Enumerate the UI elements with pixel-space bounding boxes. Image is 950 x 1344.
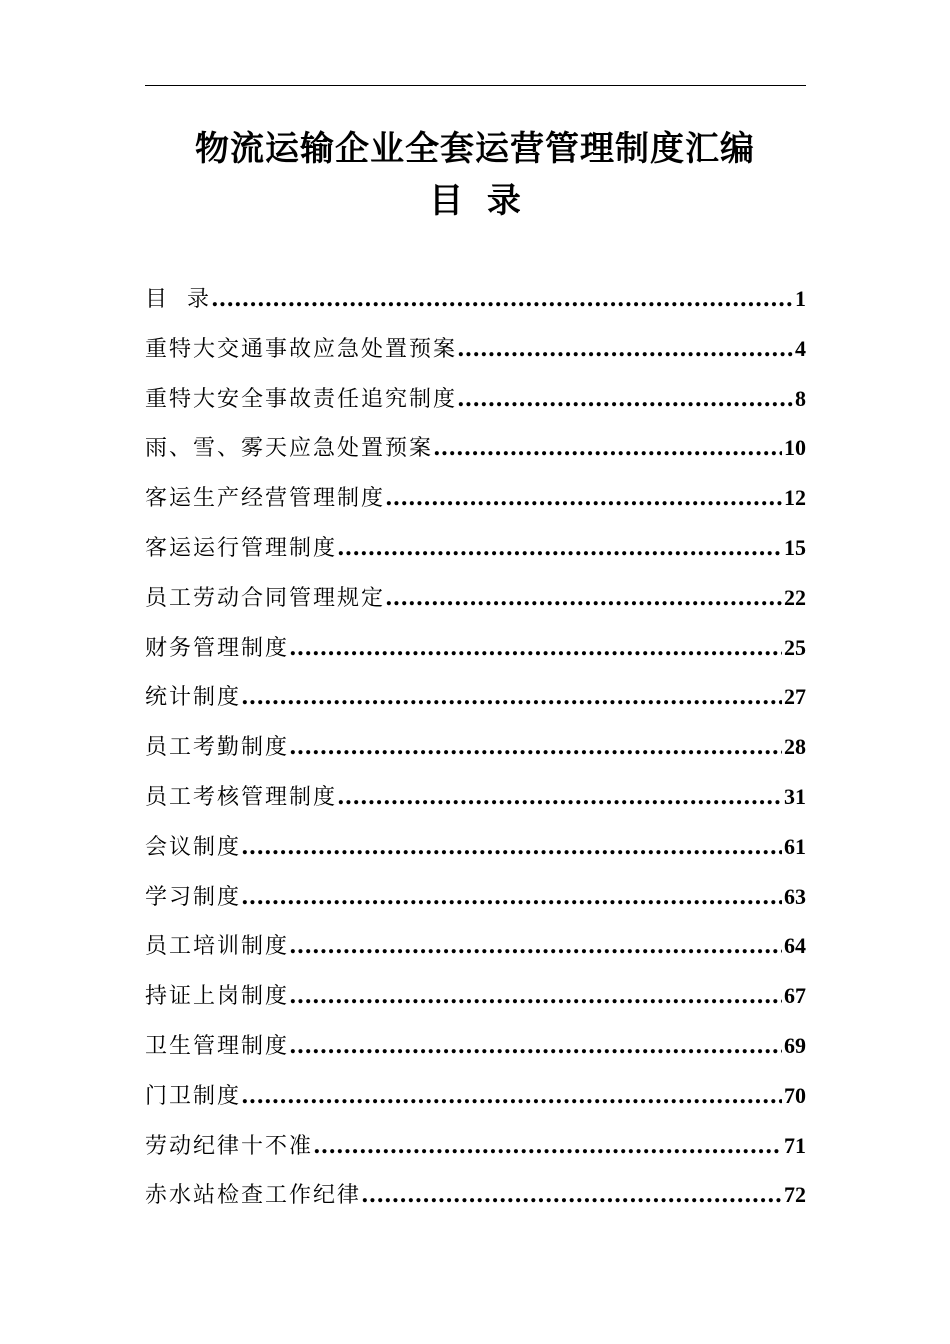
- header-rule: [145, 85, 806, 86]
- toc-entry[interactable]: [145, 274, 806, 324]
- toc-entry-label: 学习制度: [145, 884, 242, 910]
- toc-entry[interactable]: [145, 971, 806, 1021]
- toc-entry-label: 劳动纪律十不准: [145, 1133, 314, 1159]
- toc-leader-dots: [361, 1171, 782, 1220]
- toc-leader-dots: [289, 922, 782, 971]
- toc-entry-page: 67: [784, 983, 806, 1009]
- toc-entry-page: 70: [784, 1082, 806, 1108]
- toc-entry-label: 员工培训制度: [145, 934, 290, 960]
- toc-leader-dots: [289, 972, 782, 1021]
- toc-leader-dots: [385, 574, 782, 623]
- toc-entry-label: 员工劳动合同管理规定: [145, 585, 386, 611]
- toc-entry[interactable]: [145, 623, 806, 673]
- toc-leader-dots: [457, 325, 793, 374]
- toc-entry[interactable]: [145, 374, 806, 424]
- toc-entry-label: 重特大安全事故责任追究制度: [145, 386, 458, 412]
- toc-leader-dots: [241, 873, 782, 922]
- toc-entry-page: 63: [784, 883, 806, 909]
- toc-entry[interactable]: [145, 672, 806, 722]
- toc-entry-page: 72: [784, 1182, 806, 1208]
- toc-entry[interactable]: [145, 523, 806, 573]
- toc-leader-dots: [337, 524, 782, 573]
- toc-entry[interactable]: [145, 573, 806, 623]
- toc-entry-label: 重特大交通事故应急处置预案: [145, 336, 458, 362]
- toc-leader-dots: [289, 1022, 782, 1071]
- toc-leader-dots: [241, 673, 782, 722]
- toc-entry-label: 赤水站检查工作纪律: [145, 1183, 362, 1209]
- toc-entry-label: 会议制度: [145, 834, 242, 860]
- toc-entry-label: 雨、雪、雾天应急处置预案: [145, 436, 434, 462]
- toc-entry-label: 客运生产经营管理制度: [145, 486, 386, 512]
- toc-entry-page: 4: [795, 335, 806, 361]
- toc-entry[interactable]: [145, 1170, 806, 1220]
- toc-entry[interactable]: [145, 872, 806, 922]
- table-of-contents: [145, 274, 806, 1220]
- toc-entry-page: 69: [784, 1032, 806, 1058]
- toc-leader-dots: [457, 375, 793, 424]
- toc-entry-label: 客运运行管理制度: [145, 535, 338, 561]
- toc-leader-dots: [313, 1122, 782, 1171]
- toc-entry-label: 员工考核管理制度: [145, 784, 338, 810]
- toc-entry-page: 10: [784, 435, 806, 461]
- toc-entry-page: 28: [784, 734, 806, 760]
- toc-heading: 目 录: [429, 181, 521, 221]
- toc-entry-page: 64: [784, 933, 806, 959]
- toc-entry-label: 持证上岗制度: [145, 984, 290, 1010]
- document-title: 物流运输企业全套运营管理制度汇编: [195, 129, 755, 169]
- toc-entry[interactable]: [145, 324, 806, 374]
- toc-entry[interactable]: [145, 1021, 806, 1071]
- toc-entry[interactable]: [145, 1121, 806, 1171]
- toc-entry-page: 27: [784, 684, 806, 710]
- toc-entry-page: 12: [784, 485, 806, 511]
- toc-leader-dots: [211, 275, 793, 324]
- toc-entry[interactable]: [145, 423, 806, 473]
- toc-entry-page: 25: [784, 634, 806, 660]
- toc-entry-page: 71: [784, 1132, 806, 1158]
- toc-entry-page: 8: [795, 385, 806, 411]
- toc-entry[interactable]: [145, 1071, 806, 1121]
- toc-entry[interactable]: [145, 473, 806, 523]
- toc-leader-dots: [385, 474, 782, 523]
- toc-entry-label: 员工考勤制度: [145, 735, 290, 761]
- toc-leader-dots: [289, 624, 782, 673]
- toc-leader-dots: [241, 823, 782, 872]
- toc-entry[interactable]: [145, 722, 806, 772]
- toc-entry-page: 31: [784, 783, 806, 809]
- toc-entry-label: 卫生管理制度: [145, 1033, 290, 1059]
- toc-leader-dots: [337, 773, 782, 822]
- toc-entry-page: 22: [784, 584, 806, 610]
- toc-entry[interactable]: [145, 772, 806, 822]
- toc-leader-dots: [289, 723, 782, 772]
- toc-entry-label: 目 录: [145, 287, 211, 312]
- toc-entry-label: 财务管理制度: [145, 635, 290, 661]
- toc-leader-dots: [433, 424, 782, 473]
- toc-entry-label: 统计制度: [145, 685, 242, 711]
- toc-entry-page: 61: [784, 833, 806, 859]
- toc-leader-dots: [241, 1072, 782, 1121]
- toc-entry-label: 门卫制度: [145, 1083, 242, 1109]
- toc-entry-page: 15: [784, 534, 806, 560]
- toc-entry-page: 1: [795, 286, 806, 311]
- toc-entry[interactable]: [145, 822, 806, 872]
- toc-entry[interactable]: [145, 921, 806, 971]
